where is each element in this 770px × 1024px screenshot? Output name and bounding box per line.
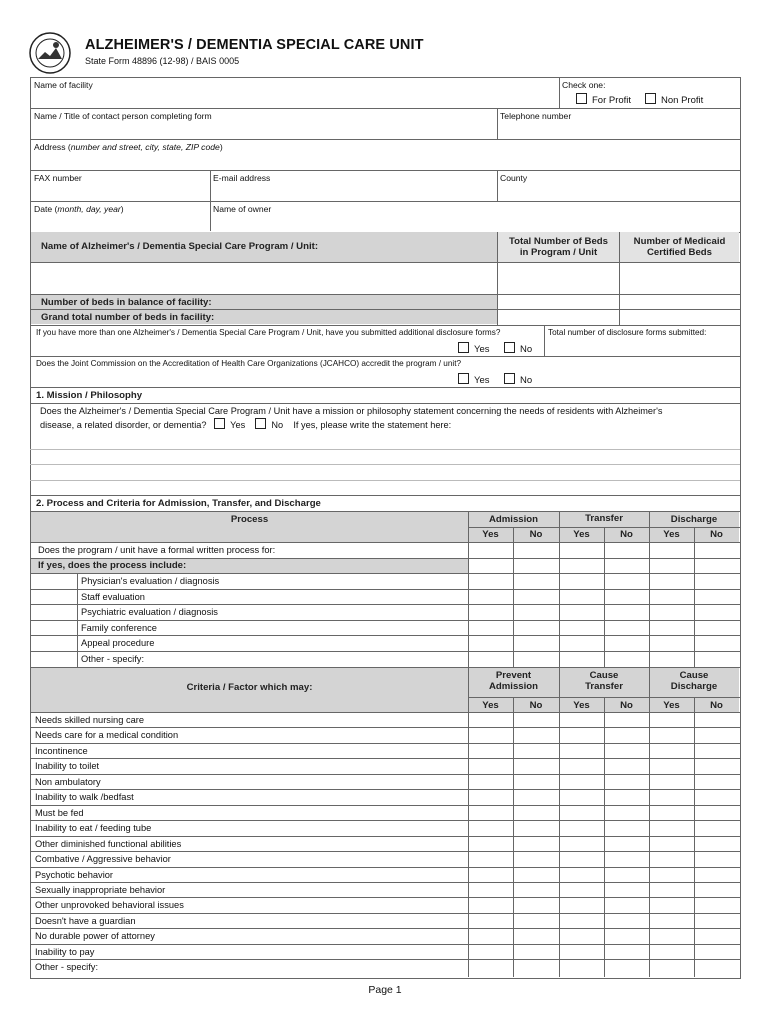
form-title: ALZHEIMER'S / DEMENTIA SPECIAL CARE UNIT — [85, 37, 424, 53]
jcahco-question: Does the Joint Commission on the Accreditation of Health Care Organizations (JCAHCO) accredit the program / unit? — [36, 359, 462, 368]
criteria-item: Inability to toilet — [35, 761, 100, 772]
c-tr-no-header: No — [620, 700, 633, 711]
date-label: Date (month, day, year) — [34, 204, 124, 214]
criteria-item: Non ambulatory — [35, 776, 101, 787]
jcahco-no-checkbox[interactable] — [504, 373, 515, 384]
row-divider — [30, 959, 740, 960]
row-divider — [30, 851, 740, 852]
row-divider — [30, 774, 740, 775]
jcahco-yes-checkbox[interactable] — [458, 373, 469, 384]
disclosure-no-checkbox[interactable] — [504, 342, 515, 353]
adm-yes-header: Yes — [482, 529, 499, 540]
criteria-item: Other unprovoked behavioral issues — [35, 900, 184, 911]
dis-yes-header: Yes — [663, 529, 680, 540]
process-item: Psychiatric evaluation / diagnosis — [81, 607, 218, 617]
dis-no-header: No — [710, 529, 723, 540]
page-number: Page 1 — [368, 984, 402, 996]
process-header: Process — [230, 514, 269, 525]
criteria-item: No durable power of attorney — [35, 931, 155, 942]
criteria-item: Incontinence — [35, 745, 88, 756]
adm-no-header: No — [529, 529, 543, 540]
process-item: Physician's evaluation / diagnosis — [81, 576, 220, 586]
jcahco-no[interactable]: No — [504, 373, 532, 386]
section2-heading: 2. Process and Criteria for Admission, Transfer, and Discharge — [36, 498, 321, 509]
check-one-label: Check one: — [562, 80, 606, 90]
medicaid-beds-header: Number of Medicaid Certified Beds — [633, 236, 726, 258]
disclosure-no[interactable]: No — [504, 342, 532, 355]
mission-question-line1: Does the Alzheimer's / Dementia Special Care Program / Unit have a mission or philosophy statement concerning the needs of residents with Alzheimer's — [40, 406, 663, 416]
criteria-item: Must be fed — [35, 807, 84, 818]
row-divider — [30, 897, 740, 898]
criteria-item: Inability to eat / feeding tube — [35, 823, 152, 834]
row-divider — [30, 867, 740, 868]
state-seal-icon — [29, 32, 71, 74]
if-yes-include-label: If yes, does the process include: — [38, 560, 187, 571]
grand-total-label: Grand total number of beds in facility: — [41, 312, 215, 323]
row-divider — [30, 820, 740, 821]
c-dis-yes-header: Yes — [663, 700, 680, 711]
contact-label: Name / Title of contact person completing form — [34, 111, 212, 121]
county-label: County — [500, 173, 528, 183]
balance-beds-label: Number of beds in balance of facility: — [41, 297, 212, 308]
owner-label: Name of owner — [213, 204, 272, 214]
non-profit-checkbox[interactable] — [645, 93, 656, 104]
criteria-item: Combative / Aggressive behavior — [35, 854, 171, 865]
criteria-item: Other - specify: — [35, 962, 99, 973]
email-label: E-mail address — [213, 173, 271, 183]
disclosure-yes-checkbox[interactable] — [458, 342, 469, 353]
process-item: Staff evaluation — [81, 592, 145, 602]
row-divider — [30, 743, 740, 744]
disclosure-yes[interactable]: Yes — [458, 342, 490, 355]
criteria-item: Inability to pay — [35, 946, 95, 957]
non-profit-option[interactable]: Non Profit — [645, 93, 703, 106]
row-divider — [30, 928, 740, 929]
criteria-item: Inability to walk /bedfast — [35, 792, 134, 803]
criteria-item: Psychotic behavior — [35, 869, 114, 880]
mission-statement-field[interactable] — [31, 434, 739, 494]
address-label: Address (number and street, city, state, ZIP code) — [34, 142, 223, 152]
criteria-header: Criteria / Factor which may: — [186, 682, 313, 693]
disclosure-question: If you have more than one Alzheimer's / Dementia Special Care Program / Unit, have you submitted additional disclosure forms? — [36, 328, 501, 337]
process-item: Family conference — [81, 623, 157, 633]
c-adm-no-header: No — [529, 700, 543, 711]
row-divider — [30, 727, 740, 728]
row-divider — [30, 836, 740, 837]
c-adm-yes-header: Yes — [482, 700, 499, 711]
for-profit-option[interactable]: For Profit — [576, 93, 631, 106]
tr-yes-header: Yes — [573, 529, 590, 540]
prevent-admission-header: Prevent Admission — [488, 670, 539, 692]
criteria-item: Needs skilled nursing care — [35, 715, 145, 725]
process-item: Other - specify: — [81, 654, 145, 664]
for-profit-checkbox[interactable] — [576, 93, 587, 104]
row-divider — [30, 913, 740, 914]
fax-label: FAX number — [34, 173, 82, 183]
criteria-item: Doesn't have a guardian — [35, 915, 136, 926]
telephone-label: Telephone number — [500, 111, 572, 121]
formal-process-question: Does the program / unit have a formal written process for: — [38, 545, 276, 555]
process-item: Appeal procedure — [81, 638, 155, 648]
row-divider — [30, 789, 740, 790]
criteria-item: Other diminished functional abilities — [35, 838, 182, 849]
cause-discharge-header: Cause Discharge — [670, 670, 718, 692]
row-divider — [30, 882, 740, 883]
criteria-item: Sexually inappropriate behavior — [35, 884, 166, 895]
mission-yes-checkbox[interactable] — [214, 418, 225, 429]
form-subtitle: State Form 48896 (12-98) / BAIS 0005 — [85, 56, 240, 66]
c-dis-no-header: No — [710, 700, 723, 711]
facility-name-field[interactable] — [31, 90, 557, 107]
admission-header: Admission — [488, 514, 539, 525]
cause-transfer-header: Cause Transfer — [585, 670, 623, 692]
mission-heading: 1. Mission / Philosophy — [36, 390, 143, 401]
criteria-item: Needs care for a medical condition — [35, 730, 179, 741]
tr-no-header: No — [620, 529, 633, 540]
mission-question-line2: disease, a related disorder, or dementia? Yes No If yes, please write the statement here: — [40, 420, 452, 430]
transfer-header: Transfer — [585, 513, 623, 524]
row-divider — [30, 944, 740, 945]
row-divider — [30, 758, 740, 759]
jcahco-yes[interactable]: Yes — [458, 373, 490, 386]
total-disclosure-label: Total number of disclosure forms submitted: — [548, 328, 707, 337]
program-name-header: Name of Alzheimer's / Dementia Special Care Program / Unit: — [41, 241, 319, 252]
mission-no-checkbox[interactable] — [255, 418, 266, 429]
c-tr-yes-header: Yes — [573, 700, 590, 711]
facility-name-label: Name of facility — [34, 80, 93, 90]
total-beds-header: Total Number of Beds in Program / Unit — [509, 236, 608, 258]
row-divider — [30, 805, 740, 806]
discharge-header: Discharge — [670, 514, 718, 525]
program-name-field[interactable] — [31, 263, 496, 293]
